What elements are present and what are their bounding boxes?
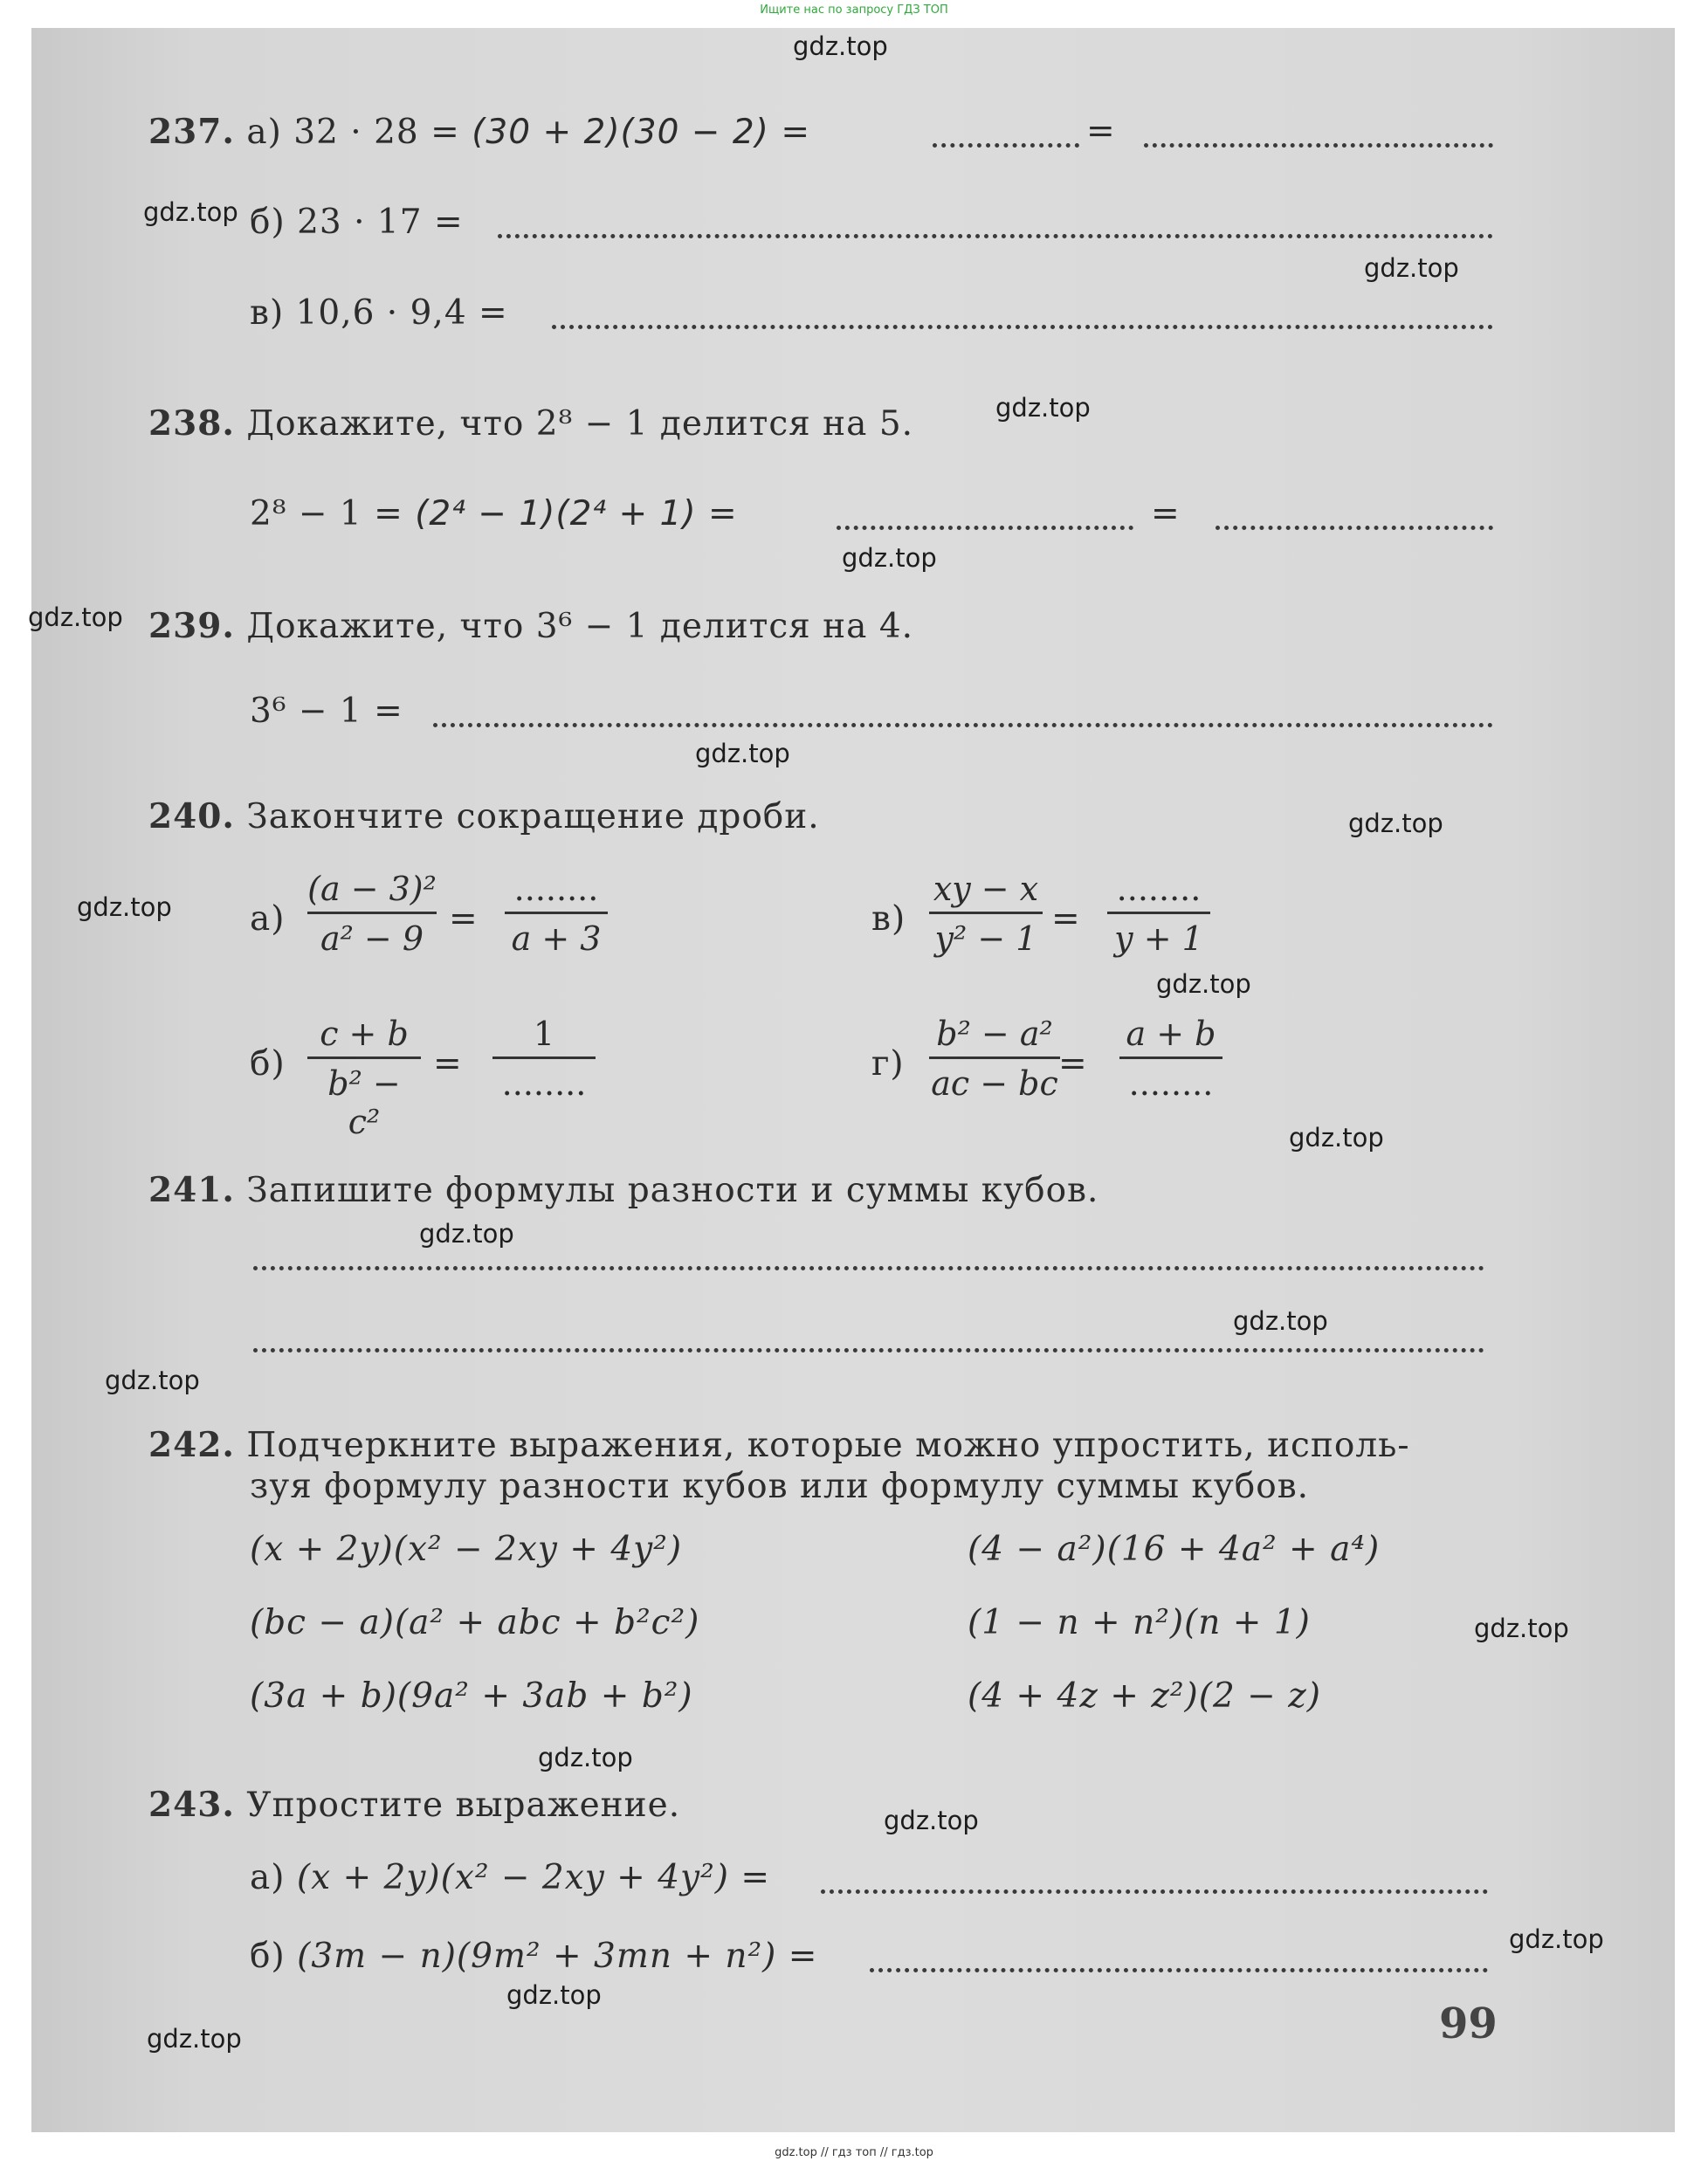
expression: 2⁸ − 1 = bbox=[250, 494, 403, 533]
answer-blank[interactable] bbox=[870, 1968, 1488, 1972]
watermark: gdz.top bbox=[695, 739, 790, 768]
fraction-answer bbox=[492, 1015, 596, 1103]
problem-text: Упростите выражение. bbox=[246, 1786, 681, 1825]
equals: = bbox=[707, 494, 738, 533]
answer-blank[interactable]: ........ bbox=[513, 870, 599, 908]
page-number: 99 bbox=[1439, 1999, 1498, 2048]
equals: = bbox=[1151, 494, 1181, 533]
numerator: 1 bbox=[533, 1015, 555, 1053]
numerator: a + b bbox=[1126, 1015, 1216, 1053]
equals: = bbox=[1086, 112, 1116, 151]
numerator: c + b bbox=[320, 1015, 409, 1053]
denominator: a + 3 bbox=[505, 912, 608, 958]
equals: = bbox=[781, 113, 810, 152]
answer-blank[interactable] bbox=[433, 723, 1493, 727]
expression: (3m − n)(9m² + 3mn + n²) = bbox=[297, 1937, 818, 1976]
bottom-banner: gdz.top // гдз топ // гдз.top bbox=[775, 2146, 933, 2159]
problem-237-b bbox=[250, 203, 464, 242]
equals: = bbox=[1051, 899, 1081, 939]
fraction-answer bbox=[1107, 870, 1210, 958]
problem-241 bbox=[148, 1170, 1098, 1210]
problem-text: Докажите, что 3⁶ − 1 делится на 4. bbox=[246, 607, 914, 646]
denominator: y² − 1 bbox=[929, 912, 1043, 958]
watermark: gdz.top bbox=[1509, 1924, 1604, 1954]
problem-number: 242. bbox=[148, 1425, 235, 1465]
problem-number: 237. bbox=[148, 112, 235, 152]
expression-option[interactable]: (bc − a)(a² + abc + b²c²) bbox=[250, 1603, 700, 1642]
item-label: а) bbox=[246, 113, 282, 152]
watermark: gdz.top bbox=[105, 1366, 200, 1395]
fraction bbox=[307, 1015, 421, 1141]
item-label: в) bbox=[250, 293, 285, 333]
watermark: gdz.top bbox=[1364, 253, 1459, 283]
problem-number: 240. bbox=[148, 796, 235, 836]
handwritten-answer: (2⁴ − 1)(2⁴ + 1) bbox=[415, 494, 697, 533]
watermark: gdz.top bbox=[1156, 969, 1251, 999]
problem-240 bbox=[148, 796, 820, 836]
expression: 23 · 17 = bbox=[297, 203, 464, 242]
expression: 3⁶ − 1 = bbox=[250, 692, 403, 731]
problem-242 bbox=[148, 1425, 1410, 1465]
numerator: (a − 3)² bbox=[307, 870, 437, 908]
problem-243-b bbox=[250, 1937, 817, 1976]
watermark: gdz.top bbox=[538, 1743, 633, 1772]
problem-238-work bbox=[250, 494, 738, 533]
denominator: y + 1 bbox=[1107, 912, 1210, 958]
answer-blank[interactable] bbox=[837, 526, 1133, 530]
watermark: gdz.top bbox=[793, 31, 888, 61]
fraction-answer bbox=[1119, 1015, 1222, 1103]
watermark: gdz.top bbox=[884, 1806, 979, 1835]
watermark: gdz.top bbox=[842, 543, 937, 573]
watermark: gdz.top bbox=[419, 1219, 514, 1249]
watermark: gdz.top bbox=[1233, 1306, 1328, 1336]
expression: (x + 2y)(x² − 2xy + 4y²) = bbox=[296, 1858, 771, 1897]
watermark: gdz.top bbox=[28, 602, 123, 632]
watermark: gdz.top bbox=[77, 892, 172, 922]
fraction bbox=[307, 870, 437, 958]
denominator: ac − bc bbox=[929, 1056, 1060, 1103]
problem-number: 243. bbox=[148, 1785, 235, 1825]
top-banner: Ищите нас по запросу ГДЗ ТОП bbox=[760, 3, 948, 17]
problem-243-a bbox=[250, 1858, 770, 1897]
problem-text: Запишите формулы разности и суммы кубов. bbox=[246, 1171, 1099, 1210]
watermark: gdz.top bbox=[506, 1980, 602, 2010]
equals: = bbox=[449, 899, 479, 939]
answer-blank[interactable]: ........ bbox=[1116, 870, 1202, 908]
expression: 32 · 28 = bbox=[293, 113, 460, 152]
fraction-answer bbox=[505, 870, 608, 958]
watermark: gdz.top bbox=[1289, 1123, 1384, 1153]
numerator: xy − x bbox=[933, 870, 1039, 908]
denominator: b² − c² bbox=[307, 1056, 421, 1141]
answer-blank[interactable] bbox=[1144, 143, 1493, 148]
item-label: а) bbox=[250, 899, 286, 939]
item-label: б) bbox=[250, 1044, 286, 1084]
problem-text: Закончите сокращение дроби. bbox=[246, 797, 820, 836]
item-label: а) bbox=[250, 1858, 286, 1897]
problem-237 bbox=[148, 112, 810, 152]
expression-option[interactable]: (x + 2y)(x² − 2xy + 4y²) bbox=[250, 1530, 683, 1569]
numerator: b² − a² bbox=[936, 1015, 1053, 1053]
expression: 10,6 · 9,4 = bbox=[295, 293, 508, 333]
watermark: gdz.top bbox=[1474, 1614, 1569, 1643]
problem-number: 239. bbox=[148, 606, 235, 646]
answer-blank[interactable]: ........ bbox=[492, 1056, 596, 1103]
fraction bbox=[929, 1015, 1060, 1103]
equals: = bbox=[433, 1044, 463, 1084]
equals: = bbox=[1058, 1044, 1088, 1084]
item-label: в) bbox=[871, 899, 906, 939]
fraction bbox=[929, 870, 1043, 958]
expression-option[interactable]: (1 − n + n²)(n + 1) bbox=[968, 1603, 1311, 1642]
answer-blank[interactable] bbox=[253, 1266, 1484, 1270]
answer-blank[interactable] bbox=[1216, 526, 1493, 530]
answer-blank[interactable] bbox=[933, 143, 1079, 148]
expression-option[interactable]: (3a + b)(9a² + 3ab + b²) bbox=[250, 1676, 693, 1716]
answer-blank[interactable]: ........ bbox=[1119, 1056, 1222, 1103]
problem-237-c bbox=[250, 293, 508, 333]
answer-blank[interactable] bbox=[498, 234, 1493, 238]
watermark: gdz.top bbox=[995, 393, 1091, 423]
problem-text: зуя формулу разности кубов или формулу суммы кубов. bbox=[250, 1467, 1310, 1506]
problem-238 bbox=[148, 403, 913, 444]
problem-number: 241. bbox=[148, 1170, 235, 1210]
handwritten-answer: (30 + 2)(30 − 2) bbox=[472, 113, 769, 152]
item-label: г) bbox=[871, 1044, 905, 1084]
item-label: б) bbox=[250, 1937, 286, 1976]
watermark: gdz.top bbox=[1348, 809, 1443, 838]
answer-blank[interactable] bbox=[253, 1348, 1484, 1352]
problem-number: 238. bbox=[148, 403, 235, 444]
item-label: б) bbox=[250, 203, 286, 242]
expression-option[interactable]: (4 − a²)(16 + 4a² + a⁴) bbox=[968, 1530, 1381, 1569]
watermark: gdz.top bbox=[147, 2024, 242, 2054]
answer-blank[interactable] bbox=[821, 1889, 1488, 1894]
watermark: gdz.top bbox=[143, 197, 238, 227]
expression-option[interactable]: (4 + 4z + z²)(2 − z) bbox=[968, 1676, 1321, 1716]
answer-blank[interactable] bbox=[552, 325, 1493, 329]
problem-text: Докажите, что 2⁸ − 1 делится на 5. bbox=[246, 404, 914, 444]
denominator: a² − 9 bbox=[307, 912, 437, 958]
problem-text: Подчеркните выражения, которые можно упростить, исполь- bbox=[246, 1426, 1410, 1465]
problem-243 bbox=[148, 1785, 680, 1825]
problem-239 bbox=[148, 606, 913, 646]
